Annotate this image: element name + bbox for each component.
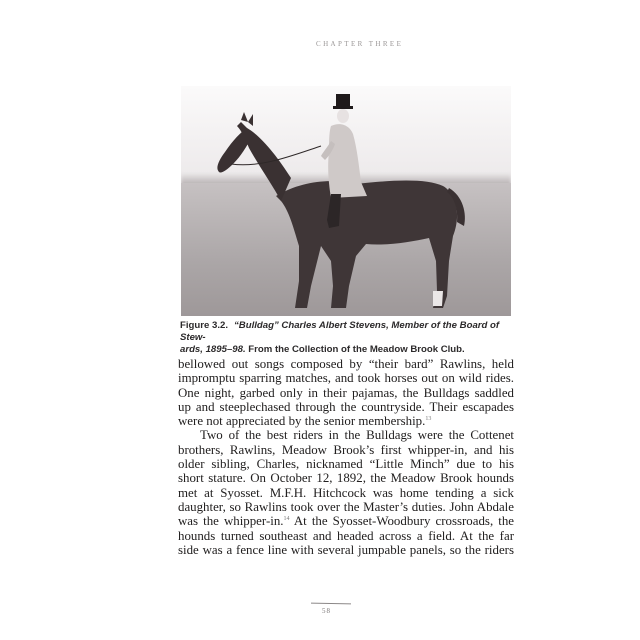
text-line: up and steeplechased through the countryside. Their escapades [178, 399, 514, 414]
folio-rule [311, 603, 351, 605]
text-line: older sibling, Charles, nicknamed “Little Minch” due to his [178, 457, 514, 472]
text-line: short stature. On October 12, 1892, the Meadow Brook hounds [178, 471, 514, 486]
figure-caption-credit: From the Collection of the Meadow Brook Club. [248, 344, 465, 356]
text-line: bellowed out songs composed by “their bard” Rawlins, held [178, 357, 514, 371]
figure-photo [181, 86, 511, 316]
text-line-content: were not appreciated by the senior membership. [178, 414, 426, 429]
figure-caption [180, 320, 512, 357]
text-line-content: At the Syosset-Woodbury crossroads, the [289, 514, 514, 529]
text-line: daughter, so Rawlins took over the Master’s duties. John Abdale [178, 499, 514, 514]
text-line [178, 514, 514, 528]
text-line: side was a fence line with several jumpable panels, so the riders [178, 542, 514, 557]
footnote-ref: 13 [425, 416, 432, 423]
text-line [178, 414, 514, 428]
text-line: impromptu sparring matches, and took horses out on wild rides. [178, 371, 514, 386]
figure-caption-title: “Bulldag” Charles Albert Stevens, Member of the Board of Stew- [180, 320, 500, 344]
horse-and-rider-illustration [181, 86, 511, 316]
text-line: One night, garbed only in their pajamas, the Bulldags saddled [178, 385, 514, 400]
text-line-content: was the whipper-in. [178, 514, 284, 529]
text-line: brothers, Rawlins, Meadow Brook’s first whipper-in, and his [178, 442, 514, 457]
text-line: hounds turned southeast and headed across a field. At the far [178, 528, 514, 543]
figure-label: Figure 3.2. [180, 320, 228, 331]
body-text [178, 357, 514, 557]
running-head: CHAPTER THREE [316, 40, 404, 48]
page-number: 58 [322, 607, 331, 615]
text-line: met at Syosset. M.F.H. Hitchcock was home tending a sick [178, 485, 514, 500]
text-line: Two of the best riders in the Bulldags were the Cottenet [200, 428, 514, 443]
paragraph-2 [178, 428, 514, 557]
figure-caption-title-cont: ards, 1895–98. [180, 344, 246, 356]
paragraph-1 [178, 357, 514, 428]
footnote-ref: 14 [283, 516, 290, 523]
